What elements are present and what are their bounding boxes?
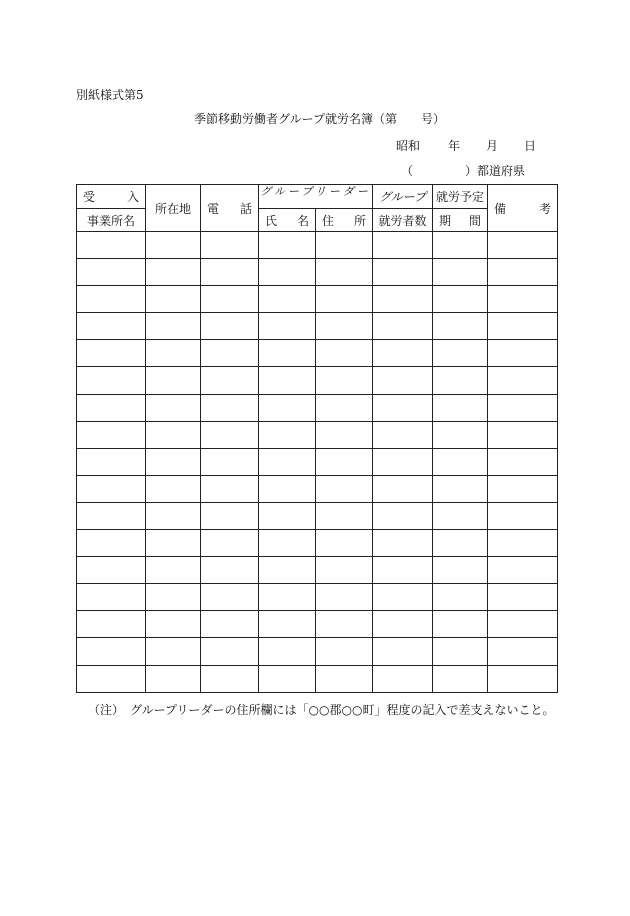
table-cell[interactable]: [259, 638, 316, 665]
table-row: [77, 448, 558, 475]
era-label: 昭和: [396, 139, 421, 153]
document-title: 季節移動労働者グループ就労名簿（第 号）: [194, 112, 446, 126]
table-row: [77, 421, 558, 448]
table-cell[interactable]: [373, 448, 433, 475]
year-label: 年: [448, 139, 461, 153]
table-cell[interactable]: [373, 611, 433, 638]
table-row: [77, 367, 558, 394]
table-cell[interactable]: [373, 340, 433, 367]
table-row: [77, 502, 558, 529]
table-cell[interactable]: [316, 259, 373, 286]
table-cell[interactable]: [488, 502, 558, 529]
table-row: [77, 665, 558, 692]
table-cell[interactable]: [433, 286, 488, 313]
table-cell[interactable]: [77, 557, 146, 584]
footnote: （注） グループリーダーの住所欄には「○○郡○○町」程度の記入で差支えないこと。: [88, 703, 555, 717]
month-label: 月: [486, 139, 499, 153]
table-cell[interactable]: [146, 665, 201, 692]
table-cell[interactable]: [201, 611, 259, 638]
table-cell[interactable]: [146, 475, 201, 502]
table-cell[interactable]: [373, 665, 433, 692]
header-group-count: 就労者数: [373, 209, 433, 232]
table-cell[interactable]: [433, 448, 488, 475]
table-cell[interactable]: [488, 665, 558, 692]
table-row: [77, 530, 558, 557]
table-cell[interactable]: [201, 530, 259, 557]
header-period-top: 就労予定: [433, 185, 488, 209]
header-name: 氏 名: [259, 209, 316, 232]
table-row: [77, 557, 558, 584]
table-cell[interactable]: [316, 530, 373, 557]
table-cell[interactable]: [146, 448, 201, 475]
table-cell[interactable]: [488, 259, 558, 286]
header-office: 受 入: [77, 185, 146, 209]
table-cell[interactable]: [316, 638, 373, 665]
table-cell[interactable]: [433, 584, 488, 611]
table-row: [77, 611, 558, 638]
table-cell[interactable]: [433, 421, 488, 448]
table-cell[interactable]: [77, 313, 146, 340]
table-cell[interactable]: [373, 638, 433, 665]
table-cell[interactable]: [77, 502, 146, 529]
table-cell[interactable]: [146, 367, 201, 394]
table-cell[interactable]: [488, 530, 558, 557]
table-cell[interactable]: [316, 394, 373, 421]
table-row: [77, 232, 558, 259]
table-cell[interactable]: [146, 502, 201, 529]
table-cell[interactable]: [146, 259, 201, 286]
table-cell[interactable]: [373, 313, 433, 340]
table-cell[interactable]: [259, 502, 316, 529]
table-cell[interactable]: [77, 638, 146, 665]
table-cell[interactable]: [201, 638, 259, 665]
table-cell[interactable]: [259, 448, 316, 475]
table-cell[interactable]: [77, 665, 146, 692]
table-cell[interactable]: [488, 475, 558, 502]
table-cell[interactable]: [433, 259, 488, 286]
table-cell[interactable]: [259, 475, 316, 502]
table-cell[interactable]: [201, 340, 259, 367]
table-cell[interactable]: [373, 394, 433, 421]
table-row: [77, 638, 558, 665]
table-cell[interactable]: [77, 475, 146, 502]
table-cell[interactable]: [488, 313, 558, 340]
table-cell[interactable]: [146, 286, 201, 313]
table-cell[interactable]: [433, 232, 488, 259]
table-cell[interactable]: [433, 367, 488, 394]
table-cell[interactable]: [201, 665, 259, 692]
table-cell[interactable]: [77, 584, 146, 611]
header-group-top: グループ: [373, 185, 433, 209]
table-cell[interactable]: [488, 232, 558, 259]
paren-close: ）: [465, 164, 478, 178]
table-cell[interactable]: [201, 313, 259, 340]
table-cell[interactable]: [316, 367, 373, 394]
table-cell[interactable]: [373, 502, 433, 529]
table-cell[interactable]: [77, 394, 146, 421]
table-cell[interactable]: [201, 421, 259, 448]
table-cell[interactable]: [77, 421, 146, 448]
table-cell[interactable]: [488, 367, 558, 394]
prefecture-label: 都道府県: [477, 164, 526, 178]
table-cell[interactable]: [373, 286, 433, 313]
table-cell[interactable]: [201, 394, 259, 421]
table-cell[interactable]: [146, 421, 201, 448]
table-cell[interactable]: [259, 557, 316, 584]
table-cell[interactable]: [373, 557, 433, 584]
table-cell[interactable]: [201, 286, 259, 313]
table-cell[interactable]: [433, 340, 488, 367]
table-row: [77, 340, 558, 367]
table-cell[interactable]: [373, 475, 433, 502]
table-cell[interactable]: [316, 232, 373, 259]
table-cell[interactable]: [77, 232, 146, 259]
table-row: [77, 313, 558, 340]
table-cell[interactable]: [316, 448, 373, 475]
table-cell[interactable]: [373, 421, 433, 448]
paren-open: （: [401, 164, 414, 178]
table-cell[interactable]: [201, 475, 259, 502]
table-cell[interactable]: [259, 665, 316, 692]
table-cell[interactable]: [201, 367, 259, 394]
table-cell[interactable]: [488, 584, 558, 611]
table-cell[interactable]: [201, 448, 259, 475]
header-row-1: [77, 185, 558, 209]
table-cell[interactable]: [259, 259, 316, 286]
table-cell[interactable]: [146, 584, 201, 611]
table-cell[interactable]: [259, 421, 316, 448]
table-cell[interactable]: [433, 502, 488, 529]
table-row: [77, 394, 558, 421]
header-group-leader: グループリーダー: [259, 185, 373, 209]
header-address: 住 所: [316, 209, 373, 232]
table-cell[interactable]: [488, 448, 558, 475]
table-cell[interactable]: [316, 584, 373, 611]
table-cell[interactable]: [488, 611, 558, 638]
table-cell[interactable]: [146, 394, 201, 421]
table-cell[interactable]: [316, 611, 373, 638]
table-cell[interactable]: [201, 232, 259, 259]
header-phone: 電 話: [201, 185, 259, 232]
date-line: [396, 137, 536, 154]
prefecture-line: [401, 162, 525, 179]
table-cell[interactable]: [373, 584, 433, 611]
table-cell[interactable]: [146, 611, 201, 638]
header-office-name: 事業所名: [77, 209, 146, 232]
table-cell[interactable]: [488, 638, 558, 665]
table-cell[interactable]: [433, 530, 488, 557]
table-cell[interactable]: [433, 557, 488, 584]
table-cell[interactable]: [316, 313, 373, 340]
table-cell[interactable]: [488, 421, 558, 448]
table-cell[interactable]: [201, 259, 259, 286]
table-cell[interactable]: [488, 394, 558, 421]
table-cell[interactable]: [373, 367, 433, 394]
table-cell[interactable]: [433, 394, 488, 421]
table-cell[interactable]: [77, 340, 146, 367]
table-row: [77, 475, 558, 502]
table-cell[interactable]: [433, 638, 488, 665]
table-cell[interactable]: [146, 340, 201, 367]
table-cell[interactable]: [146, 530, 201, 557]
table-cell[interactable]: [259, 286, 316, 313]
table-cell[interactable]: [77, 530, 146, 557]
table-cell[interactable]: [201, 557, 259, 584]
table-cell[interactable]: [146, 232, 201, 259]
table-cell[interactable]: [316, 665, 373, 692]
table-cell[interactable]: [316, 557, 373, 584]
table-cell[interactable]: [259, 367, 316, 394]
table-cell[interactable]: [488, 557, 558, 584]
table-cell[interactable]: [201, 584, 259, 611]
header-remarks: 備 考: [488, 185, 558, 232]
group-roster-table: [76, 184, 558, 693]
table-cell[interactable]: [433, 475, 488, 502]
table-cell[interactable]: [259, 313, 316, 340]
table-cell[interactable]: [146, 313, 201, 340]
table-cell[interactable]: [77, 611, 146, 638]
table-cell[interactable]: [373, 530, 433, 557]
table-cell[interactable]: [433, 611, 488, 638]
table-row: [77, 584, 558, 611]
table-cell[interactable]: [259, 611, 316, 638]
table-row: [77, 286, 558, 313]
table-cell[interactable]: [433, 313, 488, 340]
table-cell[interactable]: [146, 638, 201, 665]
table-cell[interactable]: [316, 340, 373, 367]
table-cell[interactable]: [77, 448, 146, 475]
table-cell[interactable]: [146, 557, 201, 584]
table-cell[interactable]: [201, 502, 259, 529]
table-cell[interactable]: [316, 502, 373, 529]
table-cell[interactable]: [77, 259, 146, 286]
table-cell[interactable]: [373, 259, 433, 286]
table-cell[interactable]: [433, 665, 488, 692]
table-cell[interactable]: [316, 475, 373, 502]
header-period: 期 間: [433, 209, 488, 232]
table-cell[interactable]: [259, 394, 316, 421]
table-cell[interactable]: [259, 530, 316, 557]
table-cell[interactable]: [259, 340, 316, 367]
table-cell[interactable]: [316, 286, 373, 313]
table-cell[interactable]: [259, 584, 316, 611]
table-cell[interactable]: [316, 421, 373, 448]
header-location: 所在地: [146, 185, 201, 232]
table-cell[interactable]: [77, 286, 146, 313]
table-cell[interactable]: [259, 232, 316, 259]
table-cell[interactable]: [373, 232, 433, 259]
table-cell[interactable]: [488, 286, 558, 313]
table-cell[interactable]: [488, 340, 558, 367]
table-cell[interactable]: [77, 367, 146, 394]
day-label: 日: [524, 139, 537, 153]
form-number: 別紙様式第5: [76, 88, 144, 102]
table-row: [77, 259, 558, 286]
